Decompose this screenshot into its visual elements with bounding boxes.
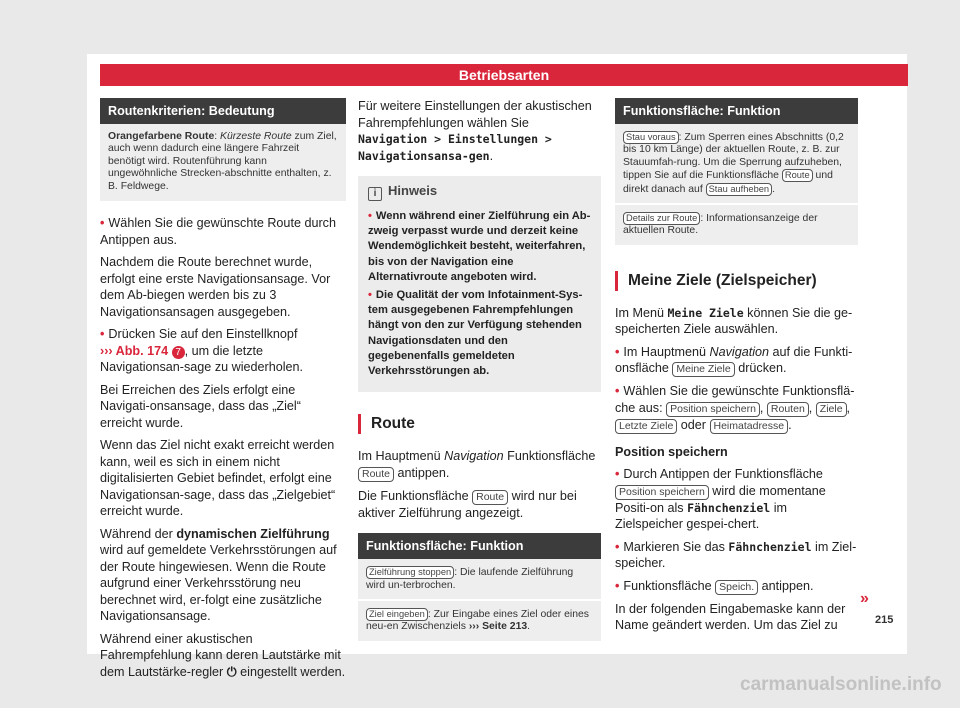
my-destinations-title: Meine Ziele (Zielspeicher): [615, 271, 858, 291]
row1-a: : Zum Sperren eines Abschnitts (0,2 bis 10 km Länge) der aktuellen Route, z. B. zur Stauumfah-rung. Um die Sperrung aufzuheben, tippen Sie auf die Funktionsfläche: [623, 132, 844, 182]
row2-end: .: [527, 621, 531, 633]
paragraph-route-menu: [358, 448, 601, 482]
bullet-select-route: • Wählen Sie die gewünschte Route durch Antippen aus.: [100, 215, 346, 248]
b5-a: Funktionsfläche: [623, 578, 716, 593]
bullet-save: [615, 578, 858, 595]
b1-a: Im Hauptmenü: [623, 344, 710, 359]
p6-a: Während der: [100, 526, 177, 541]
row1-c: .: [772, 183, 775, 195]
route-criteria-box: [100, 98, 346, 201]
r1-c: antippen.: [394, 465, 450, 480]
r2-a: Die Funktionsfläche: [358, 488, 473, 503]
b4-b: im Ziel-speicher.: [615, 539, 857, 571]
b2-end: .: [788, 417, 792, 432]
page-number: 215: [875, 614, 894, 626]
p6-c: wird auf gemeldete Verkehrsstörungen auf der Route hingewiesen. Wenn die Route aufgrund einer Verkehrsstörung neu berechnet wird, er-folgt eine zusätzliche Navigationsansage.: [100, 543, 337, 624]
b5-b: antippen.: [758, 578, 814, 593]
paragraph-rename: In der folgenden Eingabemaske kann der Name geändert werden. Um das Ziel zu: [615, 601, 846, 633]
box-body: [100, 124, 346, 201]
route-details-button[interactable]: Details zur Route: [623, 212, 700, 225]
intro-b: .: [489, 148, 494, 163]
intro-a: Für weitere Einstellungen der akustischen Fahrempfehlungen wählen Sie: [358, 99, 592, 130]
save-button[interactable]: Speich.: [715, 580, 758, 595]
box-row-traffic: [615, 124, 858, 203]
paragraph-destination-reached: Bei Erreichen des Ziels erfolgt eine Navigati-onsansage, dass das „Ziel“ erreicht wurde.: [100, 382, 301, 430]
r1-b: Funktionsfläche: [503, 449, 596, 464]
hint-bullet-1: • Wenn während einer Zielführung ein Ab-zweig verpasst wurde und derzeit keine Wendemöglichkeit besteht, weiterfahren, bis von der Navigation eine Alternativroute angeboten wird.: [368, 209, 591, 285]
my-destinations-button[interactable]: Meine Ziele: [672, 362, 734, 377]
route-button-3[interactable]: Route: [782, 169, 813, 182]
paragraph-route-active: [358, 488, 601, 522]
r1-a: Im Hauptmenü: [358, 449, 445, 464]
traffic-function-box: [615, 98, 858, 245]
traffic-ahead-button[interactable]: Stau voraus: [623, 131, 679, 144]
hint-title-text: Hinweis: [388, 183, 438, 198]
chapter-header: Betriebsarten: [100, 64, 908, 86]
info-icon: i: [368, 187, 382, 201]
stop-guidance-button[interactable]: Zielführung stoppen: [366, 566, 454, 579]
clear-traffic-button[interactable]: Stau aufheben: [706, 183, 772, 196]
b3-b: wird die momentane Positi-on als: [615, 483, 826, 515]
paragraph-volume: [100, 631, 346, 681]
b2-or: oder: [677, 417, 710, 432]
box-title: Routenkriterien: Bedeutung: [100, 98, 346, 124]
box-lead: Orangefarbene Route: [108, 131, 215, 142]
paragraph-announcements: Nachdem die Route berechnet wurde, erfolgt eine erste Navigationsansage. Vor dem Ab-biegen werden bis zu 3 Navigationsansagen ausgegeben.: [100, 255, 331, 319]
bullet-choose-function: • Wählen Sie die gewünschte Funktionsflä-che aus: Position speichern , Routen , Ziele , Letzte Ziele oder Heimatadresse .: [615, 383, 858, 434]
row1-b: und direkt danach auf: [623, 170, 833, 195]
enter-destination-button[interactable]: Ziel eingeben: [366, 608, 428, 621]
b4-a: Markieren Sie das: [623, 539, 729, 554]
home-address-button[interactable]: Heimatadresse: [710, 419, 789, 434]
route-function-box: [358, 533, 601, 641]
p3-text-b: , um die letzte Navigationsan-sage zu wiederholen.: [100, 343, 304, 375]
box-row-details: [615, 203, 858, 245]
page-ref-link[interactable]: ››› Seite 213: [468, 621, 528, 633]
destinations-button[interactable]: Ziele: [816, 402, 847, 417]
box-italic: Kürzeste Route: [220, 131, 292, 142]
bullet-repeat-announcement: [100, 326, 346, 376]
p7-a: Während einer akustischen Fahrempfehlung kann deren Lautstärke mit dem Lautstärke-regler: [100, 631, 341, 679]
save-position-button[interactable]: Position speichern: [666, 402, 760, 417]
flag-destination-2: Fähnchenziel: [728, 539, 812, 554]
bullet-mark-flag: [615, 539, 858, 572]
hint-body: [358, 205, 601, 392]
menu-my-destinations: Meine Ziele: [667, 305, 744, 320]
b1-italic: Navigation: [709, 344, 770, 359]
p3-text: Drücken Sie auf den Einstellknopf: [108, 327, 298, 342]
box-title-3: Funktionsfläche: Funktion: [615, 98, 858, 124]
column-1: [100, 98, 346, 686]
box-text: zum Ziel, auch wenn dadurch eine längere Fahrzeit benötigt wird. Routenführung kann ungewöhnliche Strecken-abschnitte enthalten, z. B. Feldwege.: [108, 131, 337, 192]
b3-a: Durch Antippen der Funktionsfläche: [623, 467, 823, 482]
row1-text: : Die laufende Zielführung wird un-terbrochen.: [366, 567, 574, 591]
i1-b: können Sie die ge-speicherten Ziele auswählen.: [615, 305, 853, 337]
last-destinations-button[interactable]: Letzte Ziele: [615, 419, 677, 434]
subheading-save-position: Position speichern: [615, 444, 728, 459]
save-position-button-2[interactable]: Position speichern: [615, 485, 709, 500]
b1-b: auf die Funkti-onsfläche: [615, 344, 853, 376]
paragraph-destination-area: Wenn das Ziel nicht exakt erreicht werden kann, weil es sich in einem nicht digitalisierten Gebiet befindet, erfolgt eine Navigationsan-sage, dass das „Zielgebiet“ erreicht wurde.: [100, 438, 336, 519]
p6-bold: dynamischen Zielführung: [176, 526, 330, 541]
hint-box: [358, 176, 601, 392]
r1-italic: Navigation: [444, 449, 504, 464]
row2-text: : Zur Eingabe eines Ziel oder eines neu-en Zwischenziels: [366, 609, 589, 633]
hint-title: [358, 176, 601, 205]
figure-ref-link[interactable]: ››› Abb. 174: [100, 343, 169, 358]
row2-text-3: : Informationsanzeige der aktuellen Route.: [623, 213, 818, 237]
paragraph-my-destinations: [615, 305, 858, 338]
p7-b: eingestellt werden.: [236, 664, 346, 679]
box-row-enter: [358, 599, 601, 641]
callout-number: 7: [172, 346, 185, 359]
hint-bullet-2: • Die Qualität der vom Infotainment-Sys-tem ausgegebenen Fahrempfehlungen hängt von den zur Verfügung stehenden Navigationsdaten und den gegebenenfalls gemeldeten Verkehrsstörungen ab.: [368, 288, 591, 379]
continue-icon: »: [860, 590, 869, 607]
column-3: [615, 98, 858, 640]
flag-destination: Fähnchenziel: [687, 500, 771, 515]
paragraph-dynamic-guidance: [100, 526, 346, 625]
box-title-2: Funktionsfläche: Funktion: [358, 533, 601, 559]
box-row-stop: [358, 559, 601, 599]
r2-b: wird nur bei aktiver Zielführung angezeigt.: [358, 488, 577, 520]
b2-a: Wählen Sie die gewünschte Funktionsflä-che aus:: [615, 384, 855, 415]
route-button[interactable]: Route: [358, 467, 394, 482]
bullet-main-menu: [615, 344, 858, 378]
bullet-save-position: [615, 466, 858, 533]
b3-c: im Zielspeicher gespei-chert.: [615, 500, 787, 532]
route-button-2[interactable]: Route: [472, 490, 508, 505]
routes-button[interactable]: Routen: [767, 402, 809, 417]
box-sep: :: [214, 131, 221, 142]
route-section-title: Route: [358, 414, 601, 434]
power-volume-icon: ⏻: [226, 664, 237, 679]
menu-path: Navigation > Einstellungen > Navigationsansa-gen: [358, 132, 552, 163]
paragraph-settings-path: [358, 98, 601, 164]
i1-a: Im Menü: [615, 305, 668, 320]
b1-c: drücken.: [734, 361, 787, 376]
column-2: [358, 98, 601, 655]
watermark: carmanualsonline.info: [740, 674, 942, 695]
